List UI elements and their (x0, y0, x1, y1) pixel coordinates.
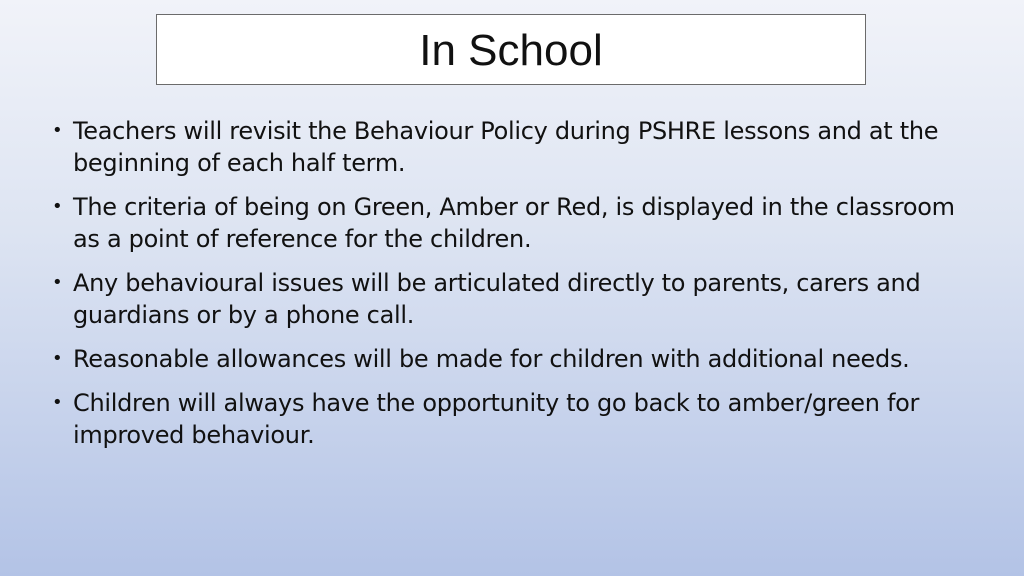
bullet-item (52, 267, 982, 331)
slide-title: In School (419, 25, 603, 75)
bullet-icon: • (52, 196, 63, 217)
bullet-icon: • (52, 272, 63, 293)
bullet-item (52, 115, 982, 179)
bullet-item (52, 387, 982, 451)
bullet-text: The criteria of being on Green, Amber or Red, is displayed in the classroom as a point of reference for the children. (73, 193, 955, 253)
bullet-text: Children will always have the opportunity to go back to amber/green for improved behaviour. (73, 389, 920, 449)
bullet-text: Teachers will revisit the Behaviour Policy during PSHRE lessons and at the beginning of each half term. (73, 117, 939, 177)
bullet-item (52, 343, 982, 375)
bullet-text: Reasonable allowances will be made for children with additional needs. (73, 345, 910, 373)
bullet-item (52, 191, 982, 255)
bullet-text: Any behavioural issues will be articulated directly to parents, carers and guardians or by a phone call. (73, 269, 921, 329)
bullet-list (52, 115, 982, 463)
bullet-icon: • (52, 392, 63, 413)
title-box (156, 14, 866, 85)
bullet-icon: • (52, 120, 63, 141)
bullet-icon: • (52, 348, 63, 369)
